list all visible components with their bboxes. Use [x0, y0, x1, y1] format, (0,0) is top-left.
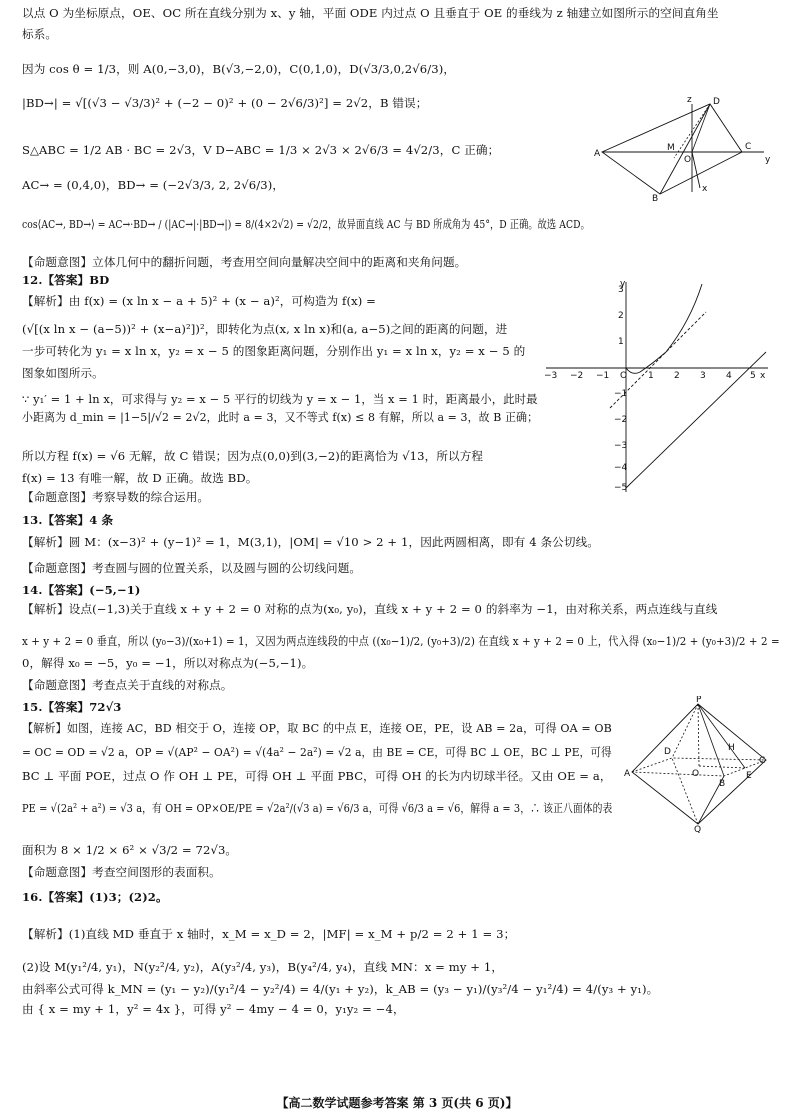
text-line: (√[(x ln x − (a−5))² + (x−a)²])²，即转化为点(x, x ln x)和(a, a−5)之间的距离的问题，进	[22, 322, 508, 336]
graph-label: 1	[648, 371, 654, 381]
text-line: 小距离为 d_min = |1−5|/√2 = 2√2，此时 a = 3，又不等式 f(x) ≤ 8 有解，所以 a = 3，故 B 正确；	[22, 410, 539, 424]
segment-oe	[699, 766, 745, 768]
graph-label: −1	[614, 389, 628, 399]
text-line: 标系。	[22, 27, 58, 41]
text-line: 【解析】由 f(x) = (x ln x − a + 5)² + (x − a)²，可构造为 f(x) =	[22, 294, 376, 308]
text-line: = OC = OD = √2 a，OP = √(AP² − OA²) = √(4a² − 2a²) = √2 a，由 BE = CE，可得 BC ⊥ OE，BC ⊥ PE，可得	[22, 745, 612, 759]
graph-label: −3	[614, 441, 628, 451]
octahedron-label: D	[664, 747, 671, 757]
octahedron-label: P	[696, 696, 702, 705]
text-line: 【解析】如图，连接 AC，BD 相交于 O，连接 OP，取 BC 的中点 E，连接 OE，PE，设 AB = 2a，可得 OA = OB	[22, 721, 612, 735]
text-line: 【解析】(1)直线 MD 垂直于 x 轴时，x_M = x_D = 2，|MF| = x_M + p/2 = 2 + 1 = 3；	[22, 927, 516, 941]
text-line: PE = √(2a² + a²) = √3 a，有 OH = OP×OE/PE = √2a²/(√3 a) = √6/3 a，可得 √6/3 a = √6，解得 a = 3，∴ 该正八面体的表	[22, 801, 613, 815]
text-line: 14.【答案】(−5,−1)	[22, 583, 141, 597]
text-line: 12.【答案】BD	[22, 273, 110, 287]
octahedron-figure	[624, 696, 774, 834]
edge-pd	[672, 704, 698, 758]
fig1-label: A	[594, 149, 601, 159]
text-line: BC ⊥ 平面 POE，过点 O 作 OH ⊥ PE，可得 OH ⊥ 平面 PBC，可得 OH 的长为内切球半径。又由 OE = a，	[22, 769, 612, 783]
octahedron-label: E	[746, 771, 752, 781]
text-line: 15.【答案】72√3	[22, 700, 122, 714]
spatial-coordinate-figure	[592, 92, 774, 202]
fig1-label: M	[667, 143, 675, 153]
text-line: 以点 O 为坐标原点，OE、OC 所在直线分别为 x、y 轴，平面 ODE 内过点 O 且垂直于 OE 的垂线为 z 轴建立如图所示的空间直角坐	[22, 6, 719, 20]
graph-label: −2	[614, 415, 628, 425]
graph-label: 5	[750, 371, 756, 381]
text-line: cos⟨AC→, BD→⟩ = AC→·BD→ / (|AC→|·|BD→|) = 8/(4×2√2) = √2/2，故异面直线 AC 与 BD 所成角为 45°，D 正确。故选 ACD。	[22, 217, 590, 231]
octahedron-label: C	[759, 756, 766, 766]
text-line: 【命题意图】考察导数的综合运用。	[22, 490, 210, 504]
text-line: ∵ y₁′ = 1 + ln x，可求得与 y₂ = x − 5 平行的切线为 y = x − 1，当 x = 1 时，距离最小，此时最	[22, 392, 538, 406]
octahedron-label: H	[728, 743, 735, 753]
graph-label: −1	[596, 371, 610, 381]
text-line: 【命题意图】考查圆与圆的位置关系，以及圆与圆的公切线问题。	[22, 561, 362, 575]
graph-label: 4	[726, 371, 732, 381]
segment-pe	[698, 704, 745, 768]
text-line: 图象如图所示。	[22, 366, 104, 380]
line-x-minus-5	[626, 352, 766, 488]
text-line: 16.【答案】(1)3；(2)2。	[22, 890, 168, 904]
text-line: 【命题意图】考查点关于直线的对称点。	[22, 678, 233, 692]
text-line: 因为 cos θ = 1/3，则 A(0,−3,0)，B(√3,−2,0)，C(0,1,0)，D(√3/3,0,2√6/3)，	[22, 62, 456, 76]
text-line: x + y + 2 = 0 垂直，所以 (y₀−3)/(x₀+1) = 1，又因为两点连线段的中点 ((x₀−1)/2, (y₀+3)/2) 在直线 x + y + 2 = 0 上，代入得 (x₀−1)/2 + (y₀+3)/2 + 2 =	[22, 634, 780, 648]
text-line: 13.【答案】4 条	[22, 513, 114, 527]
text-line: |BD→| = √[(√3 − √3/3)² + (−2 − 0)² + (0 − 2√6/3)²] = 2√2，B 错误；	[22, 96, 428, 110]
text-line: 所以方程 f(x) = √6 无解，故 C 错误；因为点(0,0)到(3,−2)的距离恰为 √13，所以方程	[22, 449, 484, 463]
octahedron-label: O	[692, 769, 700, 779]
segment-po	[698, 704, 699, 766]
graph-label: −4	[614, 463, 628, 473]
graph-label: −5	[614, 483, 628, 493]
graph-label: 3	[700, 371, 706, 381]
fig1-label: D	[713, 97, 720, 107]
fig1-label: O	[684, 155, 692, 165]
text-line: 由斜率公式可得 k_MN = (y₁ − y₂)/(y₁²/4 − y₂²/4) = 4/(y₁ + y₂)，k_AB = (y₃ − y₁)/(y₃²/4 − y₁²/4) = 4/(y₃ + y₁)。	[22, 982, 659, 996]
page-footer: 【高二数学试题参考答案 第 3 页(共 6 页)】	[276, 1096, 518, 1110]
text-line: 0，解得 x₀ = −5，y₀ = −1，所以对称点为(−5,−1)。	[22, 656, 314, 670]
graph-label: 2	[674, 371, 680, 381]
text-line: 【解析】设点(−1,3)关于直线 x + y + 2 = 0 对称的点为(x₀, y₀)，直线 x + y + 2 = 0 的斜率为 −1，由对称关系，两点连线与直线	[22, 602, 718, 616]
graph-label: 1	[618, 337, 624, 347]
octahedron-label: A	[624, 769, 631, 779]
text-line: 一步可转化为 y₁ = x ln x，y₂ = x − 5 的图象距离问题，分别作出 y₁ = x ln x，y₂ = x − 5 的	[22, 344, 526, 358]
graph-label: −2	[570, 371, 584, 381]
graph-label: 3	[618, 285, 624, 295]
graph-label: −3	[544, 371, 558, 381]
text-line: 面积为 8 × 1/2 × 6² × √3/2 = 72√3。	[22, 843, 238, 857]
text-line: f(x) = 13 有唯一解，故 D 正确。故选 BD。	[22, 471, 258, 485]
octahedron-label: B	[719, 779, 726, 789]
function-graph-figure	[540, 278, 772, 496]
fig1-label: C	[745, 142, 752, 152]
fig1-label: z	[687, 95, 692, 105]
graph-label: y	[620, 279, 626, 289]
octahedron-label: Q	[694, 825, 702, 834]
text-line: AC→ = (0,4,0)，BD→ = (−2√3/3, 2, 2√6/3)，	[22, 178, 285, 192]
text-line: 【命题意图】考查空间图形的表面积。	[22, 865, 221, 879]
fig1-label: x	[702, 184, 708, 194]
fig1-label: y	[765, 155, 771, 165]
text-line: 由 { x = my + 1，y² = 4x }，可得 y² − 4my − 4 = 0，y₁y₂ = −4，	[22, 1002, 405, 1016]
text-line: 【命题意图】立体几何中的翻折问题，考查用空间向量解决空间中的距离和夹角问题。	[22, 255, 467, 269]
graph-label: x	[760, 371, 766, 381]
text-line: (2)设 M(y₁²/4, y₁)，N(y₂²/4, y₂)，A(y₃²/4, y₃)，B(y₄²/4, y₄)，直线 MN：x = my + 1，	[22, 960, 504, 974]
fig1-label: B	[652, 194, 659, 202]
curve-xlnx	[626, 284, 702, 373]
graph-label: O	[620, 371, 628, 381]
x-axis	[692, 152, 700, 188]
text-line: 【解析】圆 M：(x−3)² + (y−1)² = 1，M(3,1)，|OM| = √10 > 2 + 1，因此两圆相离，即有 4 条公切线。	[22, 535, 599, 549]
graph-label: 2	[618, 311, 624, 321]
text-line: S△ABC = 1/2 AB · BC = 2√3，V D−ABC = 1/3 × 2√3 × 2√6/3 = 4√2/3，C 正确；	[22, 143, 500, 157]
